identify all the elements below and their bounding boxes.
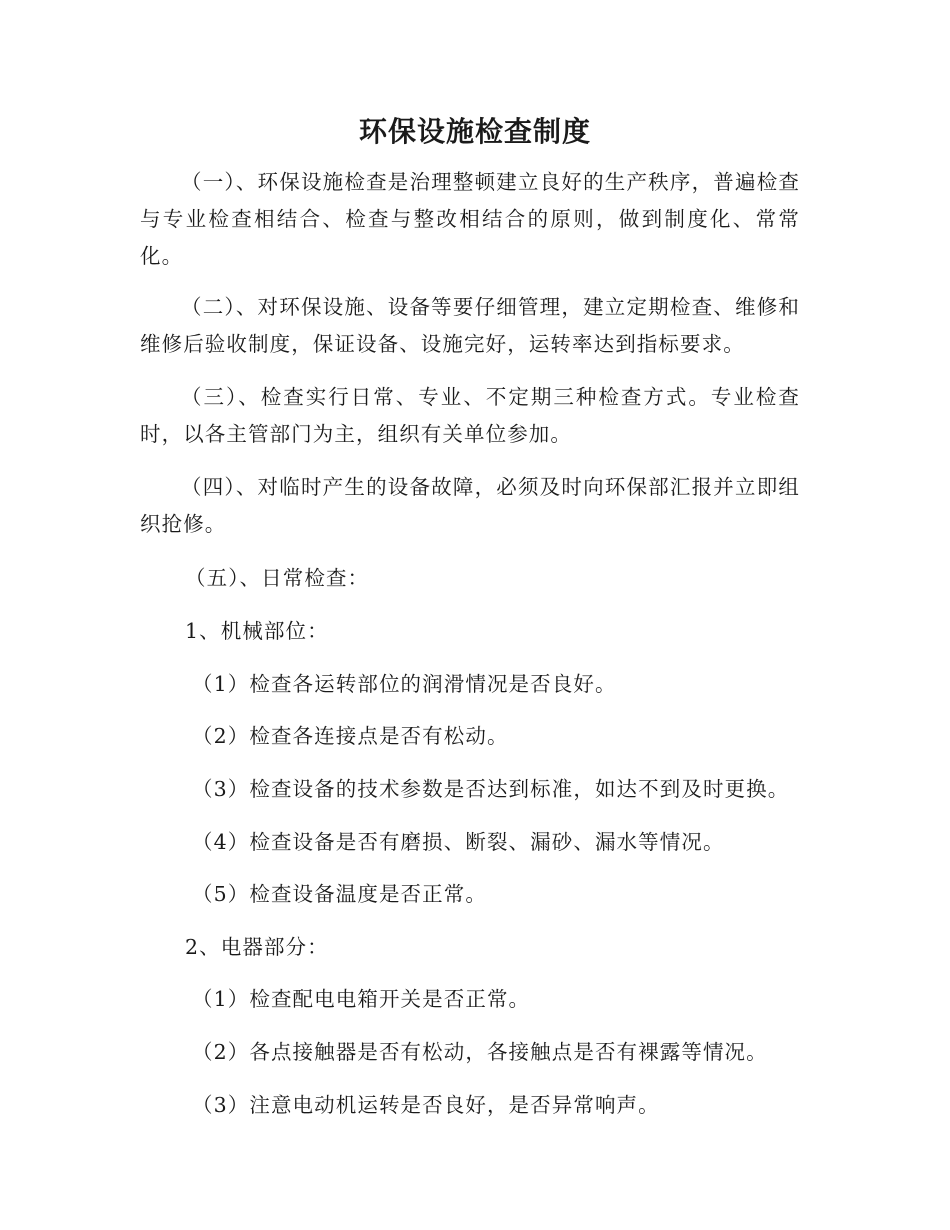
paragraph-3-block — [140, 379, 800, 453]
paragraph-2-block — [140, 289, 800, 363]
paragraph-1-block — [140, 164, 800, 275]
paragraph-4: （四）、对临时产生的设备故障，必须及时向环保部汇报并立即组织抢修。 — [140, 475, 800, 536]
mechanical-item-2: （2）检查各连接点是否有松动。 — [192, 724, 509, 748]
mechanical-item-4: （4）检查设备是否有磨损、断裂、漏砂、漏水等情况。 — [192, 830, 725, 854]
paragraph-4-block — [140, 469, 800, 543]
electrical-heading: 2、电器部分： — [185, 935, 329, 959]
mechanical-heading: 1、机械部位： — [185, 619, 329, 643]
mechanical-item-3: （3）检查设备的技术参数是否达到标准，如达不到及时更换。 — [192, 777, 790, 801]
electrical-item-3: （3）注意电动机运转是否良好，是否异常响声。 — [192, 1093, 660, 1117]
section-5-heading: （五）、日常检查： — [185, 566, 370, 590]
document-title: 环保设施检查制度 — [358, 115, 591, 148]
paragraph-2: （二）、对环保设施、设备等要仔细管理，建立定期检查、维修和维修后验收制度，保证设备、设施完好，运转率达到指标要求。 — [140, 295, 800, 356]
mechanical-item-5: （5）检查设备温度是否正常。 — [192, 882, 487, 906]
paragraph-1: （一）、环保设施检查是治理整顿建立良好的生产秩序，普遍检查与专业检查相结合、检查与整改相结合的原则，做到制度化、常常化。 — [140, 170, 800, 268]
paragraph-3: （三）、检查实行日常、专业、不定期三种检查方式。专业检查时，以各主管部门为主，组织有关单位参加。 — [140, 385, 800, 446]
electrical-item-1: （1）检查配电电箱开关是否正常。 — [192, 987, 531, 1011]
mechanical-item-1: （1）检查各运转部位的润滑情况是否良好。 — [192, 672, 617, 696]
electrical-item-2: （2）各点接触器是否有松动，各接触点是否有裸露等情况。 — [192, 1040, 768, 1064]
